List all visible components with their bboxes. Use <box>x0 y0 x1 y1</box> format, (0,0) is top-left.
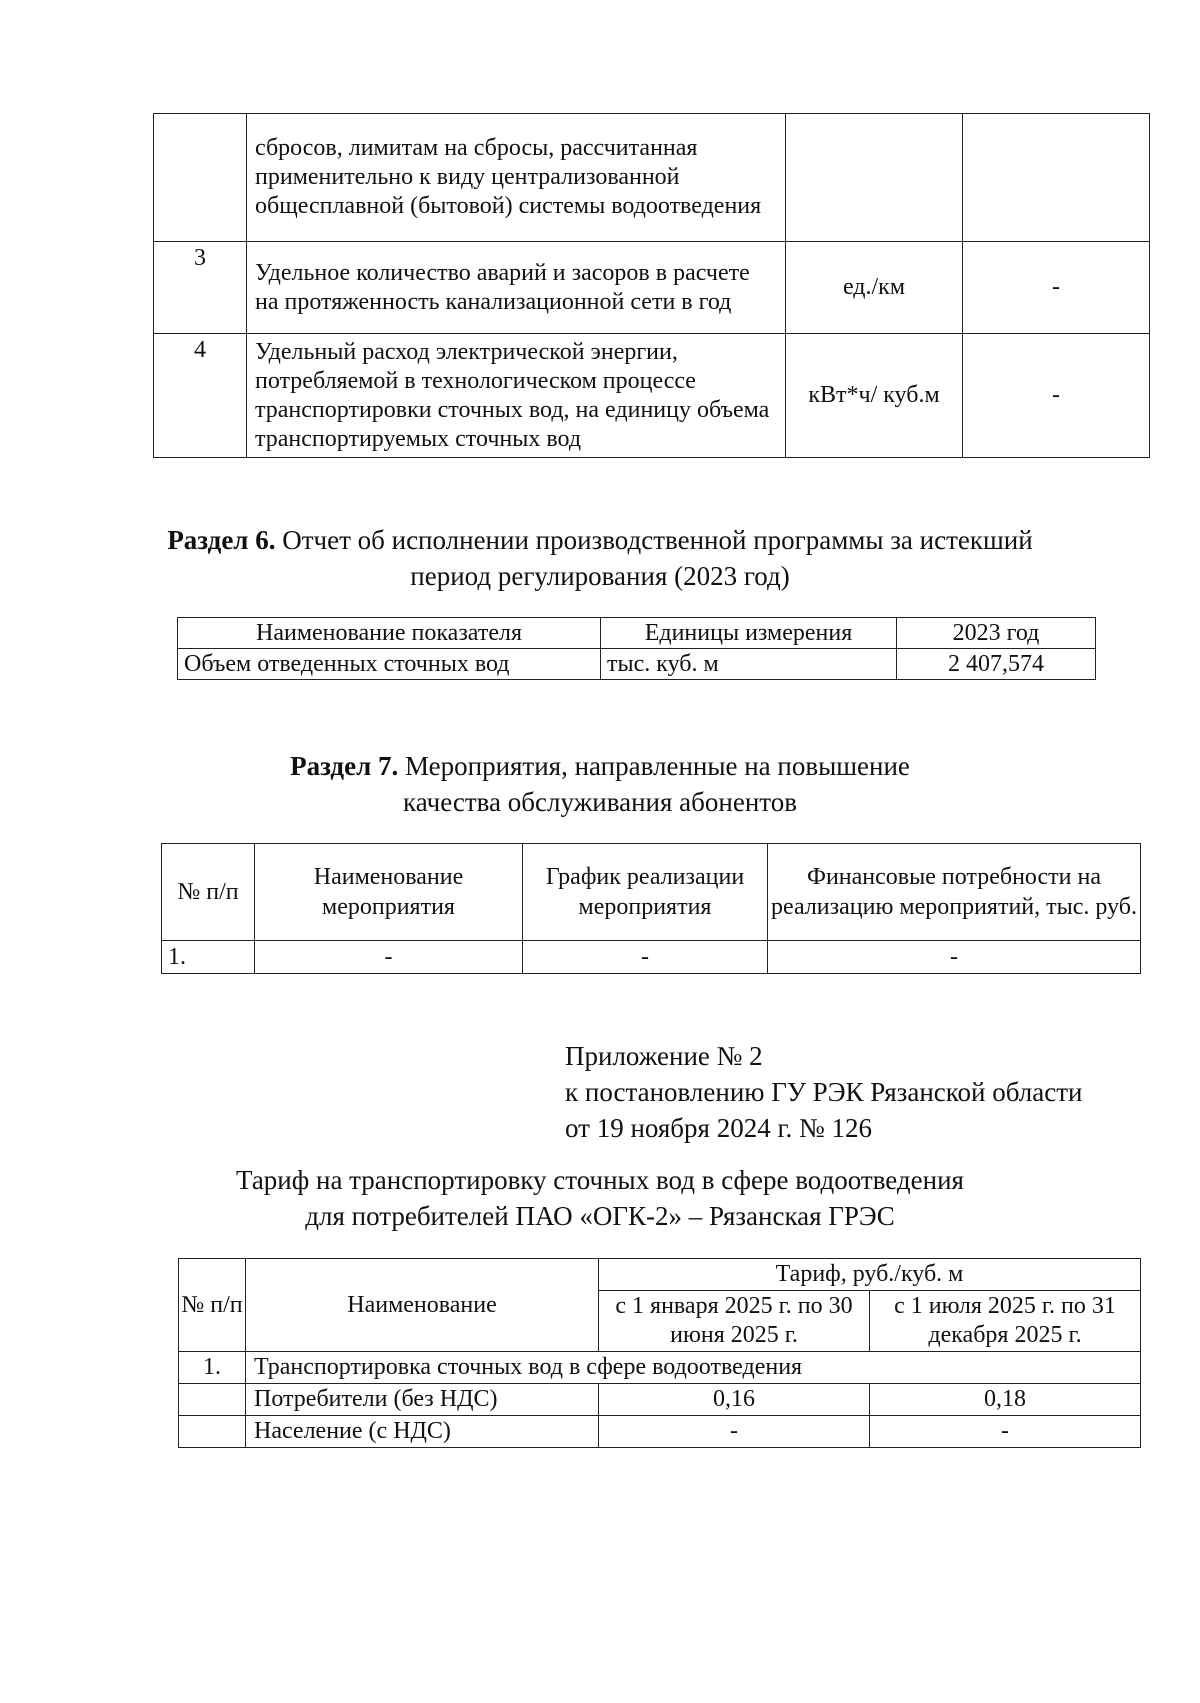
table-row <box>162 941 1141 974</box>
column-header: Единицы измерения <box>601 618 897 649</box>
annex-number: Приложение № 2 <box>565 1041 763 1071</box>
table-row <box>154 114 1150 242</box>
column-header: Наименование показателя <box>178 618 601 649</box>
column-header: Финансовые потребности на реализацию мероприятий, тыс. руб. <box>768 844 1141 941</box>
table-row <box>179 1384 1141 1416</box>
table-header-row <box>178 618 1096 649</box>
tariff-table <box>178 1258 1141 1448</box>
table-row <box>179 1416 1141 1448</box>
section-6-title-cont: период регулирования (2023 год) <box>410 561 790 591</box>
column-header: с 1 января 2025 г. по 30 июня 2025 г. <box>599 1291 870 1352</box>
event-schedule: - <box>523 941 768 974</box>
events-table <box>161 843 1141 974</box>
section-7-title-cont: качества обслуживания абонентов <box>403 787 797 817</box>
column-header: с 1 июля 2025 г. по 31 декабря 2025 г. <box>870 1291 1141 1352</box>
tariff-title-line: для потребителей ПАО «ОГК-2» – Рязанская ГРЭС <box>305 1201 895 1231</box>
section-7-label: Раздел 7. <box>290 751 399 781</box>
tariff-title-line: Тариф на транспортировку сточных вод в сфере водоотведения <box>236 1165 964 1195</box>
indicator-name: Удельный расход электрической энергии, потребляемой в технологическом процессе транспортировки сточных вод, на единицу объема транспортируемых сточных вод <box>247 334 786 458</box>
row-number: 1. <box>179 1352 246 1384</box>
tariff-value: 0,18 <box>870 1384 1141 1416</box>
row-number <box>179 1384 246 1416</box>
indicators-table <box>153 113 1150 458</box>
section-7-title: Мероприятия, направленные на повышение <box>398 751 910 781</box>
column-header: График реализации мероприятия <box>523 844 768 941</box>
section-6-label: Раздел 6. <box>167 525 276 555</box>
tariff-value: 0,16 <box>599 1384 870 1416</box>
indicator-name: Объем отведенных сточных вод <box>178 649 601 680</box>
indicator-unit: тыс. куб. м <box>601 649 897 680</box>
row-number: 1. <box>162 941 255 974</box>
annex-date: от 19 ноября 2024 г. № 126 <box>565 1113 872 1143</box>
consumer-name: Потребители (без НДС) <box>246 1384 599 1416</box>
table-row <box>179 1352 1141 1384</box>
table-row <box>154 242 1150 334</box>
column-header: № п/п <box>179 1259 246 1352</box>
column-header: 2023 год <box>897 618 1096 649</box>
table-header-row <box>162 844 1141 941</box>
report-table <box>177 617 1096 680</box>
table-header-row <box>179 1259 1141 1291</box>
event-financing: - <box>768 941 1141 974</box>
indicator-value: - <box>963 334 1150 458</box>
table-row <box>154 334 1150 458</box>
consumer-name: Население (с НДС) <box>246 1416 599 1448</box>
column-header: Наименование мероприятия <box>255 844 523 941</box>
indicator-value: - <box>963 242 1150 334</box>
row-number: 4 <box>154 334 247 458</box>
annex-reference <box>565 1038 1082 1146</box>
tariff-value: - <box>599 1416 870 1448</box>
group-name: Транспортировка сточных вод в сфере водоотведения <box>246 1352 1141 1384</box>
section-7-heading <box>0 748 1200 820</box>
indicator-value <box>963 114 1150 242</box>
indicator-unit: кВт*ч/ куб.м <box>786 334 963 458</box>
row-number <box>179 1416 246 1448</box>
event-name: - <box>255 941 523 974</box>
tariff-value: - <box>870 1416 1141 1448</box>
column-header: Тариф, руб./куб. м <box>599 1259 1141 1291</box>
indicator-name: Удельное количество аварий и засоров в расчете на протяженность канализационной сети в год <box>247 242 786 334</box>
row-number: 3 <box>154 242 247 334</box>
tariff-title <box>0 1162 1200 1234</box>
indicator-unit: ед./км <box>786 242 963 334</box>
row-number <box>154 114 247 242</box>
column-header: № п/п <box>162 844 255 941</box>
indicator-name: сбросов, лимитам на сбросы, рассчитанная применительно к виду централизованной общесплавной (бытовой) системы водоотведения <box>247 114 786 242</box>
indicator-unit <box>786 114 963 242</box>
indicator-value: 2 407,574 <box>897 649 1096 680</box>
section-6-heading <box>0 522 1200 594</box>
annex-resolution: к постановлению ГУ РЭК Рязанской области <box>565 1077 1083 1107</box>
column-header: Наименование <box>246 1259 599 1352</box>
section-6-title: Отчет об исполнении производственной программы за истекший <box>275 525 1033 555</box>
table-row <box>178 649 1096 680</box>
